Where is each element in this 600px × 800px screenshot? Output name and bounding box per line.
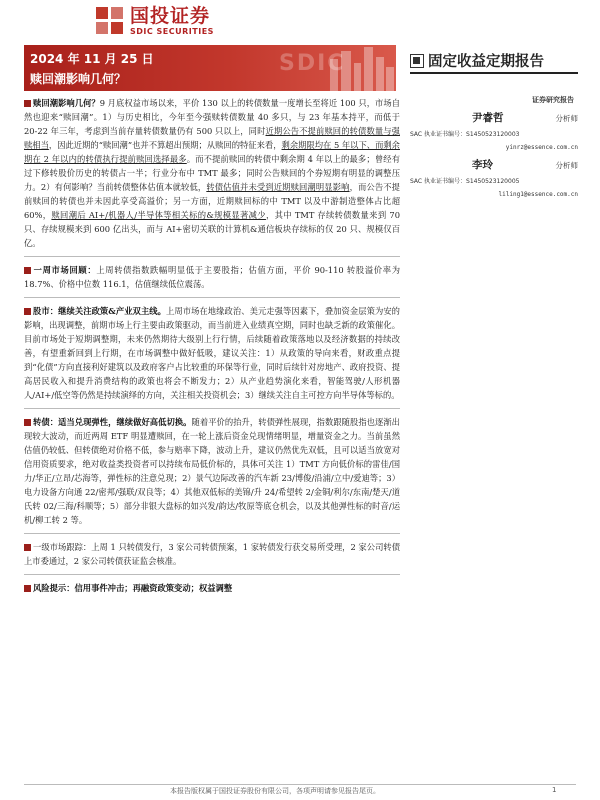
company-logo <box>96 4 214 38</box>
sub-label: 证券研究报告 <box>532 96 574 104</box>
bullet-square-icon <box>24 544 31 551</box>
analyst-card-1 <box>410 110 578 151</box>
analyst-name: 李玲 <box>472 159 493 171</box>
report-type-text: 固定收益定期报告 <box>428 54 544 70</box>
bullet-square-icon <box>24 419 31 426</box>
analyst-sac: SAC 执业证书编号：S1450523120005 <box>410 178 520 185</box>
report-date: 2024 年 11 月 25 日 <box>30 52 154 66</box>
report-type-header <box>410 50 544 71</box>
section-heading: 风险提示：信用事件冲击；再融资政策变动；权益调整 <box>33 583 233 593</box>
bullet-square-icon <box>24 267 31 274</box>
title-banner <box>24 45 396 91</box>
analyst-email[interactable]: liling1@essence.com.cn <box>498 191 578 198</box>
report-type-icon <box>410 54 424 68</box>
analyst-name: 尹睿哲 <box>472 112 504 124</box>
bullet-square-icon <box>24 585 31 592</box>
section-divider <box>24 256 400 257</box>
analyst-email[interactable]: yinrz@essence.com.cn <box>505 144 578 151</box>
section-convertible: 转债：适当兑现弹性，继续做好高低切换。随着平价的抬升，转债弹性展现，指数跟随股指也逐渐出现较大波动，而近两周 ETF 明显遭赎回，在一轮上涨后资金兑现情绪明显，增量资金之力。当前虽然估值仍较低、但转债绝对价格不低，参与赔率下降，波动上升，建议仍然优先双低，且可以适当放宽对信用资质要求，绝对收益类投资者可以持续布局低价标的，具体可关注 1）TMT 方向低价标的雷佳/国力/华正/立昂/芯海等，弹性标的注意兑现；2）景气边际改善的汽车新 23/博俊/沿浦/立中/爱迪等；3）电力设备方向通 22/密邦/强联/双良等；4）其他双低标的美锦/升 24/希望转 2/金铜/利尔/东南/楚天/道氏转 02/三海/科顺等；5）部分非银大盘标的如兴发/韵达/牧原等底仓机会，以及其他弹性标的时音/运机/柳工转 2 等。 <box>24 417 400 525</box>
bullet-square-icon <box>24 100 31 107</box>
section-stock-market: 股市：继续关注政策&产业双主线。上周市场在地缘政治、美元走强等因素下，叠加资金层策为安的影响，出现调整，前期市场上行主要由政策驱动，而当前进入业绩真空期，同时也缺乏新的政策催化。目前市场处于短期调整期，未来仍然期待大级别上行行情，后续随着政策落地以及经济数据的持续改善，有望重新回到上行期，在市场调整中做好低吸，建议关注：1）从政策的导向来看，财政重点提到“化债”方向直接利好建筑以及政府客户占比较重的环保等行业，同时后续针对房地产、政府投资、提高居民收入和提升消费结构的政策也将会不断发力；2）从产业趋势演化来看，智能驾驶/人形机器人/AI+/低空等仍然是持续演绎的方向，关注相关投资机会；3）继续关注自主可控方向半导体等标的。 <box>24 306 400 400</box>
bullet-square-icon <box>24 308 31 315</box>
section-divider <box>24 408 400 409</box>
skyline-icon <box>326 45 396 91</box>
section-heading: 一周市场回顾： <box>33 265 97 275</box>
analyst-title: 分析师 <box>555 114 578 123</box>
logo-mark-icon <box>96 7 124 35</box>
section-primary-market: 一级市场跟踪：上周 1 只转债发行，3 家公司转债预案，1 家转债发行获交易所受理，2 家公司转债上市委通过，2 家公司转债获证监会核准。 <box>24 542 400 566</box>
section-risk <box>24 581 400 595</box>
section-heading: 股市：继续关注政策&产业双主线。 <box>33 306 166 316</box>
section-redemption: 赎回潮影响几何？9 月底权益市场以来，平价 130 以上的转债数量一度增长至将近 100 只，市场自然也迎来“赎回潮”。1）与历史相比，今年至今强赎转债数量 40 多只，与 23 年基本持平，而低于 20-22 年三年，考虑到当前存量转债数量仍有 500 只以上，同时近期公告不提前赎回的转债数量与强赎相当，因此近期的“赎回潮”也并不算超出预期；从赎回的特征来看，剩余期限均在 5 年以下、而剩余期在 2 年以内的转债执行提前赎回选择最多。而不提前赎回的转债中剩余期 4 年以上的最多；曾经有过下修转股价历史的转债占一半；行业分布中 TMT 最多；同时公告赎回的个券短期有明显的调整压力。2）有何影响？当前转债整体估值本就较低，转债估值并未受到近期赎回潮明显影响，而公告不提前赎回的转债也并未因此享受高溢价；另一方面，近期赎回标的中 TMT 以及中游制造整体占比超 60%，赎回潮后 AI+/机器人/半导体等相关标的&规模显著减少，其中 TMT 存续转债数量来到 70 只、存续规模来到 600 亿出头，而与 AI+密切关联的计算机&通信板块存续标的仅 20 只、规模仅百亿。 <box>24 98 400 248</box>
report-type-divider <box>410 72 578 74</box>
section-heading: 赎回潮影响几何？ <box>33 98 100 108</box>
page-number: 1 <box>552 786 557 794</box>
footer-disclaimer: 本报告版权属于国投证券股份有限公司，各项声明请参见报告尾页。 <box>170 787 380 795</box>
footer-divider <box>24 784 576 785</box>
analyst-title: 分析师 <box>555 161 578 170</box>
section-weekly-review: 一周市场回顾：上周转债指数跌幅明显低于主要股指；估值方面，平价 90-110 转股溢价率为 18.7%、价格中位数 116.1，估值继续低位震荡。 <box>24 265 400 289</box>
logo-cn-text: 国投证券 <box>130 4 211 27</box>
section-heading: 转债：适当兑现弹性，继续做好高低切换。 <box>33 417 192 427</box>
section-divider <box>24 297 400 298</box>
analyst-sac: SAC 执业证书编号：S1450523120003 <box>410 131 520 138</box>
section-divider <box>24 533 400 534</box>
analyst-card-2 <box>410 157 578 198</box>
section-divider <box>24 574 400 575</box>
logo-en-text: SDIC SECURITIES <box>130 26 214 36</box>
report-title: 赎回潮影响几何？ <box>30 72 127 86</box>
report-body <box>24 96 400 601</box>
banner-watermark: SDIC <box>279 51 346 76</box>
